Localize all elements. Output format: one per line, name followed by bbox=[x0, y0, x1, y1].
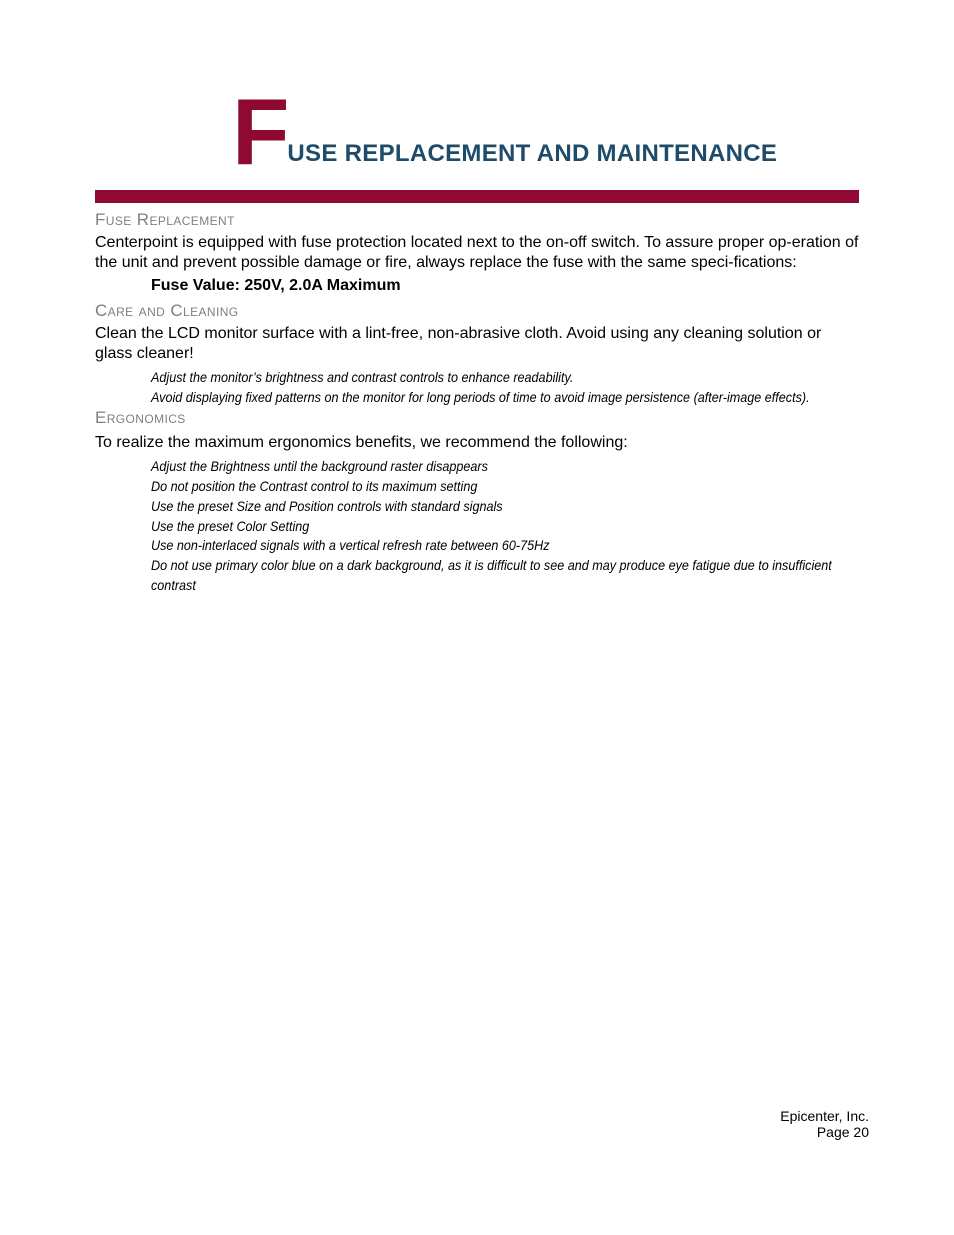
section-heading-ergonomics: Ergonomics bbox=[95, 408, 186, 428]
chapter-title-text: USE REPLACEMENT AND MAINTENANCE bbox=[287, 140, 778, 167]
fuse-value: Fuse Value: 250V, 2.0A Maximum bbox=[151, 277, 401, 295]
ergonomics-note: Do not position the Contrast control to its maximum setting bbox=[151, 477, 478, 494]
fuse-paragraph: Centerpoint is equipped with fuse protection located next to the on-off switch. To assure proper op-eration of the unit and prevent possible damage or fire, always replace the fuse with the same speci-fications: bbox=[95, 234, 859, 271]
care-notes bbox=[151, 368, 859, 408]
section-heading-care: Care and Cleaning bbox=[95, 301, 239, 321]
footer-page-number: Page 20 bbox=[816, 1124, 869, 1140]
ergonomics-paragraph: To realize the maximum ergonomics benefits, we recommend the following: bbox=[95, 434, 628, 452]
ergonomics-note: Use the preset Size and Position controls with standard signals bbox=[151, 497, 503, 514]
ergonomics-note: Use non-interlaced signals with a vertical refresh rate between 60-75Hz bbox=[151, 537, 550, 554]
ergonomics-note: Do not use primary color blue on a dark background, as it is difficult to see and may produce eye fatigue due to insufficient contrast bbox=[151, 557, 832, 593]
page-footer bbox=[780, 1108, 869, 1140]
chapter-divider bbox=[95, 190, 859, 203]
document-body bbox=[95, 209, 859, 596]
care-note: Avoid displaying fixed patterns on the monitor for long periods of time to avoid image persistence (after-image effects). bbox=[151, 388, 810, 405]
chapter-dropcap: F bbox=[232, 79, 290, 184]
care-note: Adjust the monitor’s brightness and contrast controls to enhance readability. bbox=[151, 368, 574, 385]
section-heading-fuse: Fuse Replacement bbox=[95, 210, 235, 229]
ergonomics-notes bbox=[151, 457, 859, 596]
ergonomics-note: Adjust the Brightness until the background raster disappears bbox=[151, 458, 488, 475]
chapter-title bbox=[232, 79, 778, 184]
care-paragraph: Clean the LCD monitor surface with a lint-free, non-abrasive cloth. Avoid using any cleaning solution or glass cleaner! bbox=[95, 325, 822, 363]
footer-company: Epicenter, Inc. bbox=[780, 1108, 869, 1124]
ergonomics-note: Use the preset Color Setting bbox=[151, 517, 310, 534]
